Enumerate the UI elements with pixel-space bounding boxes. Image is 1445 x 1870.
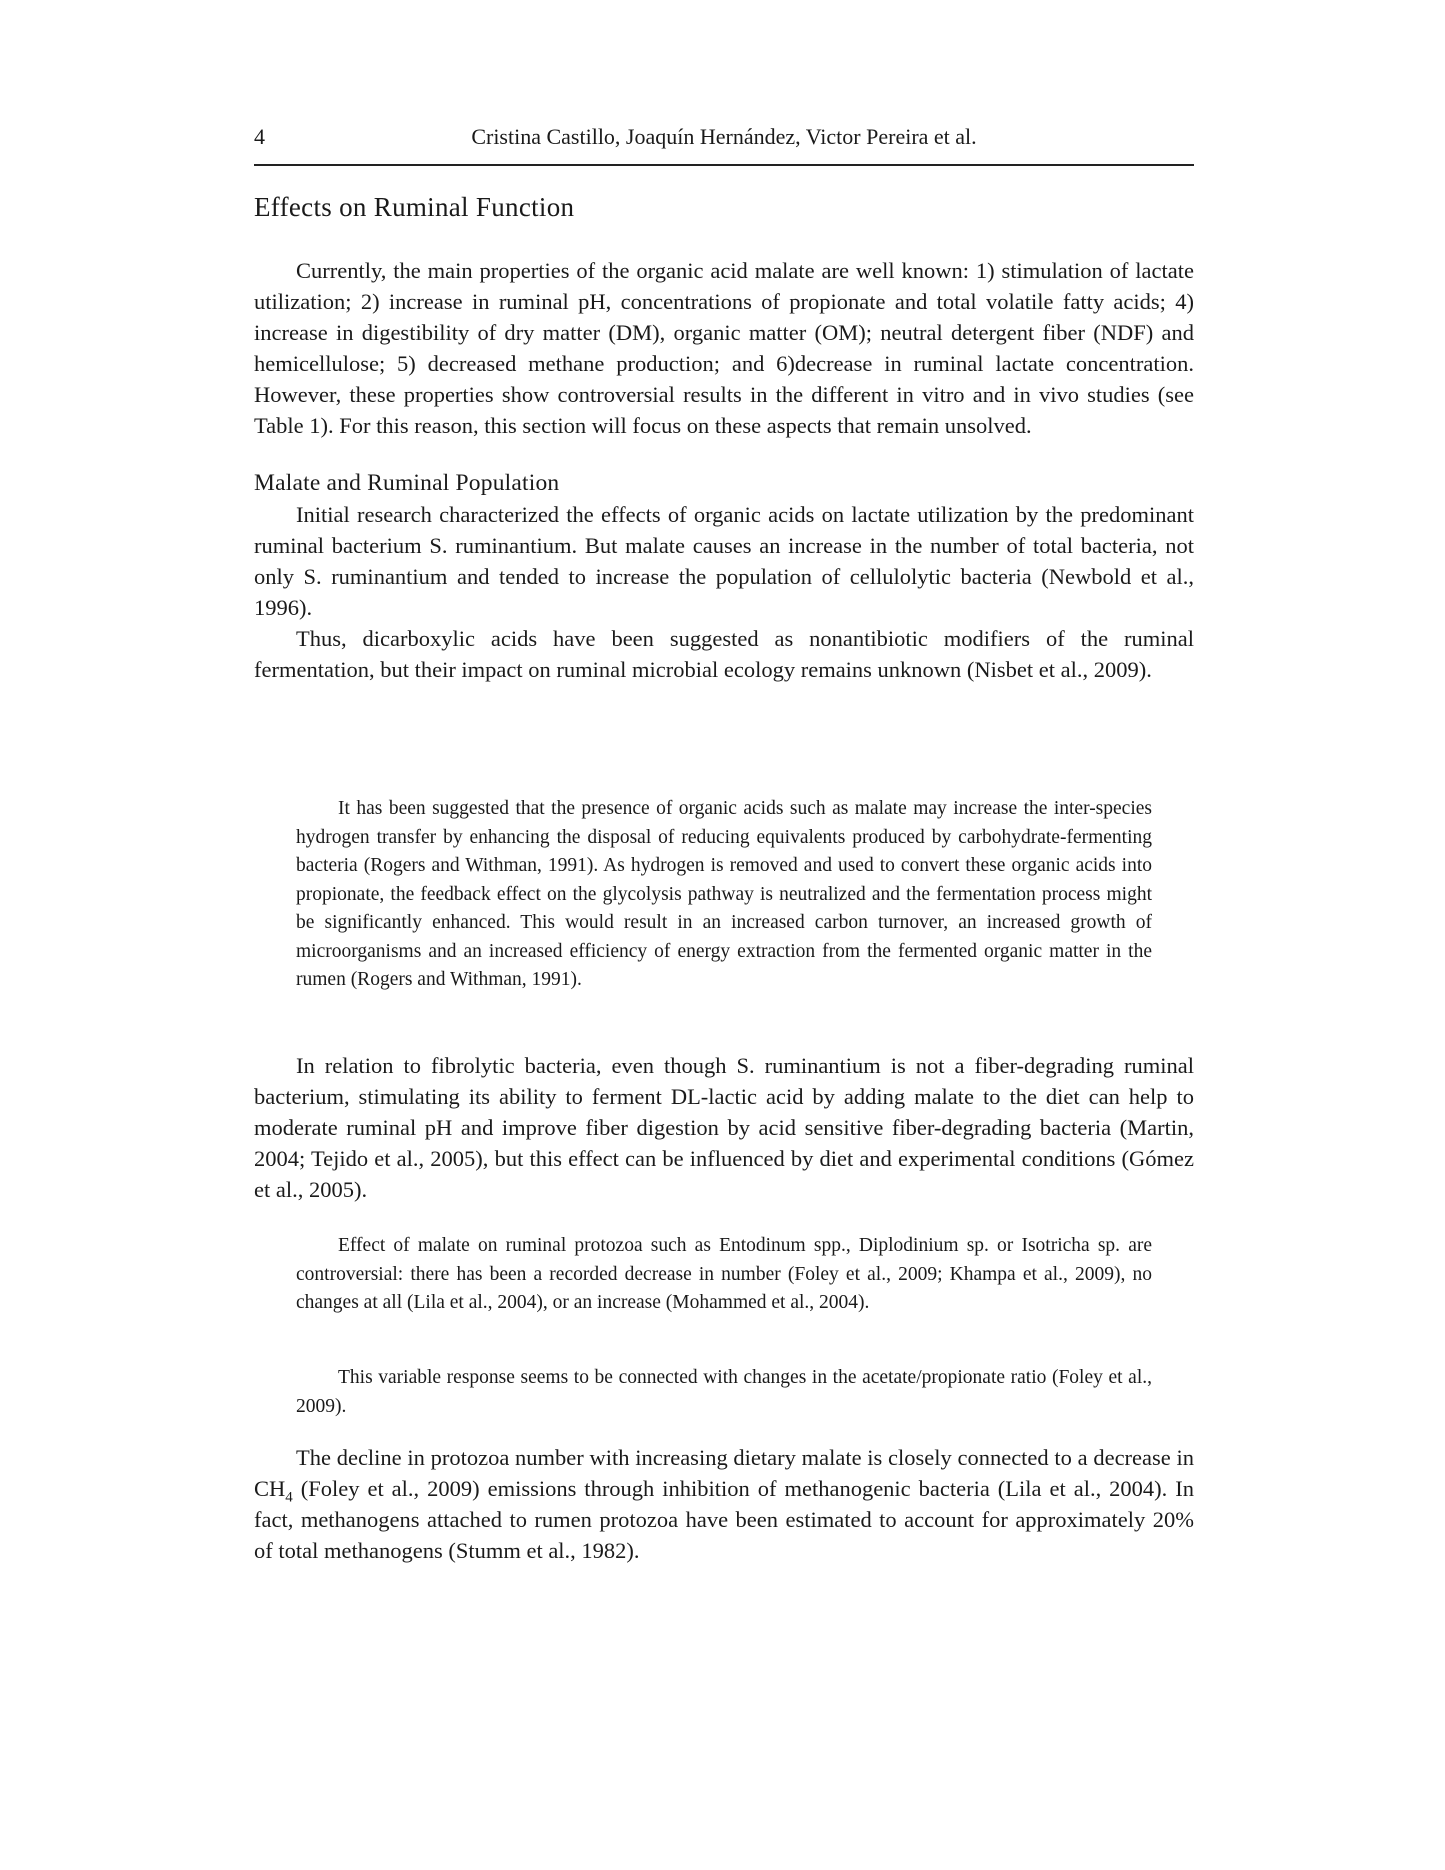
block-quote-protozoa: Effect of malate on ruminal protozoa such as Entodinum spp., Diplodinium sp. or Isotricha sp. are controversial: there has been a recorded decrease in number (Foley et al., 2009; Khampa et al., 2009), no changes at all (Lila et al., 2004), or an increase (Mohammed et al., 2004). bbox=[296, 1235, 1152, 1313]
section-heading: Effects on Ruminal Function bbox=[254, 192, 575, 222]
paragraph-text-part: The decline in protozoa number with increasing dietary malate is closely connected to a decrease in CH bbox=[254, 1445, 1194, 1501]
paragraph-fibrolytic-bacteria: In relation to fibrolytic bacteria, even though S. ruminantium is not a fiber-degrading ruminal bacterium, stimulating its ability to ferment DL-lactic acid by adding malate to the diet can help to moderate ruminal pH and improve fiber digestion by acid sensitive fiber-degrading bacteria (Martin, 2004; Tejido et al., 2005), but this effect can be influenced by diet and experimental conditions (Gómez et al., 2005). bbox=[254, 1053, 1194, 1202]
paragraph-initial-research: Initial research characterized the effects of organic acids on lactate utilization by the predominant ruminal bacterium S. ruminantium. But malate causes an increase in the number of total bacteria, not only S. ruminantium and tended to increase the population of cellulolytic bacteria (Newbold et al., 1996). bbox=[254, 502, 1194, 620]
subscript: 4 bbox=[285, 1489, 293, 1506]
subsection bbox=[254, 468, 1194, 685]
page-number: 4 bbox=[254, 124, 265, 149]
intro-paragraph: Currently, the main properties of the organic acid malate are well known: 1) stimulation of lactate utilization; 2) increase in ruminal pH, concentrations of propionate and total volatile fatty acids; 4) increase in digestibility of dry matter (DM), organic matter (OM); neutral detergent fiber (NDF) and hemicellulose; 5) decreased methane production; and 6)decrease in ruminal lactate concentration. However, these properties show controversial results in the different in vitro and in vivo studies (see Table 1). For this reason, this section will focus on these aspects that remain unsolved. bbox=[254, 258, 1194, 438]
paragraph-dicarboxylic-acids: Thus, dicarboxylic acids have been suggested as nonantibiotic modifiers of the ruminal fermentation, but their impact on ruminal microbial ecology remains unknown (Nisbet et al., 2009). bbox=[254, 626, 1194, 682]
header-rule bbox=[254, 164, 1194, 166]
paragraph-text-part: (Foley et al., 2009) emissions through inhibition of methanogenic bacteria (Lila et al., 2004). In fact, methanogens attached to rumen protozoa have been estimated to account for approximately 20% of total methanogens (Stumm et al., 1982). bbox=[254, 1476, 1194, 1563]
block-quote-variable-response: This variable response seems to be connected with changes in the acetate/propionate ratio (Foley et al., 2009). bbox=[296, 1367, 1152, 1417]
running-header bbox=[254, 120, 1194, 154]
document-page bbox=[254, 120, 1194, 1563]
paragraph-protozoa-decline bbox=[254, 1442, 1194, 1566]
subsection-heading: Malate and Ruminal Population bbox=[254, 470, 560, 496]
running-title: Cristina Castillo, Joaquín Hernández, Victor Pereira et al. bbox=[471, 124, 977, 149]
block-quote-hydrogen-transfer: It has been suggested that the presence of organic acids such as malate may increase the inter-species hydrogen transfer by enhancing the disposal of reducing equivalents produced by carbohydrate-fermenting bacteria (Rogers and Withman, 1991). As hydrogen is removed and used to convert these organic acids into propionate, the feedback effect on the glycolysis pathway is neutralized and the fermentation process might be significantly enhanced. This would result in an increased carbon turnover, an increased growth of microorganisms and an increased efficiency of energy extraction from the fermented organic matter in the rumen (Rogers and Withman, 1991). bbox=[296, 798, 1152, 990]
